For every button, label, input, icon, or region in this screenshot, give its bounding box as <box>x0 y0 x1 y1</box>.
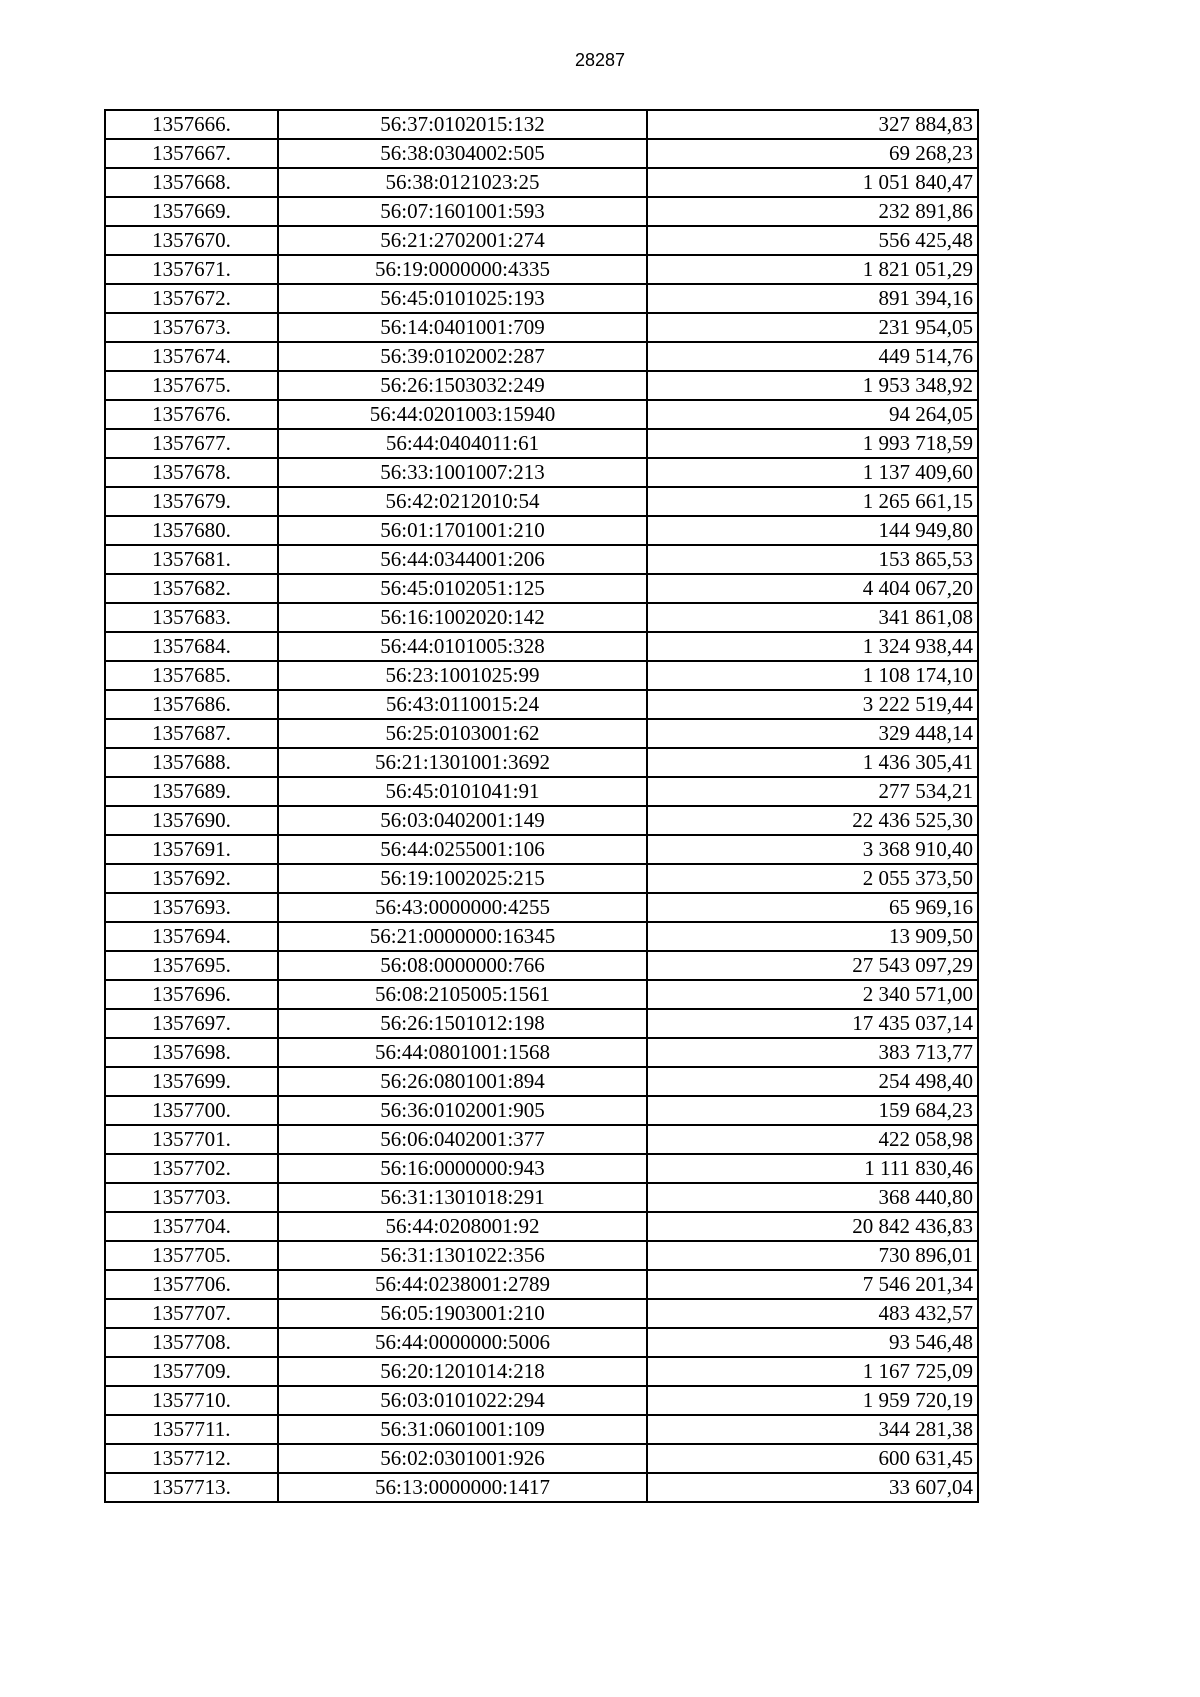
value-cell: 277 534,21 <box>647 777 978 806</box>
cadastral-number-cell: 56:31:0601001:109 <box>278 1415 647 1444</box>
table-row <box>105 255 978 284</box>
cadastral-number-cell: 56:23:1001025:99 <box>278 661 647 690</box>
table-row <box>105 516 978 545</box>
row-number-cell: 1357688. <box>105 748 278 777</box>
table-row <box>105 1241 978 1270</box>
cadastral-number-cell: 56:26:1503032:249 <box>278 371 647 400</box>
table-row <box>105 1386 978 1415</box>
table-row <box>105 400 978 429</box>
row-number-cell: 1357689. <box>105 777 278 806</box>
cadastral-number-cell: 56:08:0000000:766 <box>278 951 647 980</box>
cadastral-number-cell: 56:44:0201003:15940 <box>278 400 647 429</box>
cadastral-number-cell: 56:26:0801001:894 <box>278 1067 647 1096</box>
value-cell: 254 498,40 <box>647 1067 978 1096</box>
cadastral-number-cell: 56:07:1601001:593 <box>278 197 647 226</box>
value-cell: 1 051 840,47 <box>647 168 978 197</box>
value-cell: 1 137 409,60 <box>647 458 978 487</box>
cadastral-number-cell: 56:20:1201014:218 <box>278 1357 647 1386</box>
row-number-cell: 1357680. <box>105 516 278 545</box>
row-number-cell: 1357690. <box>105 806 278 835</box>
cadastral-number-cell: 56:16:0000000:943 <box>278 1154 647 1183</box>
table-row <box>105 1009 978 1038</box>
table-row <box>105 1067 978 1096</box>
row-number-cell: 1357687. <box>105 719 278 748</box>
value-cell: 329 448,14 <box>647 719 978 748</box>
table-row <box>105 1473 978 1502</box>
cadastral-number-cell: 56:08:2105005:1561 <box>278 980 647 1009</box>
table-row <box>105 342 978 371</box>
value-cell: 69 268,23 <box>647 139 978 168</box>
value-cell: 65 969,16 <box>647 893 978 922</box>
cadastral-number-cell: 56:43:0000000:4255 <box>278 893 647 922</box>
table-row <box>105 603 978 632</box>
value-cell: 1 108 174,10 <box>647 661 978 690</box>
table-row <box>105 574 978 603</box>
row-number-cell: 1357685. <box>105 661 278 690</box>
cadastral-number-cell: 56:44:0101005:328 <box>278 632 647 661</box>
value-cell: 1 959 720,19 <box>647 1386 978 1415</box>
table-row <box>105 545 978 574</box>
cadastral-number-cell: 56:43:0110015:24 <box>278 690 647 719</box>
row-number-cell: 1357712. <box>105 1444 278 1473</box>
table-row <box>105 719 978 748</box>
value-cell: 1 167 725,09 <box>647 1357 978 1386</box>
value-cell: 22 436 525,30 <box>647 806 978 835</box>
value-cell: 231 954,05 <box>647 313 978 342</box>
row-number-cell: 1357696. <box>105 980 278 1009</box>
table-row <box>105 139 978 168</box>
value-cell: 344 281,38 <box>647 1415 978 1444</box>
row-number-cell: 1357686. <box>105 690 278 719</box>
table-row <box>105 1415 978 1444</box>
cadastral-number-cell: 56:03:0101022:294 <box>278 1386 647 1415</box>
cadastral-number-cell: 56:44:0208001:92 <box>278 1212 647 1241</box>
table-row <box>105 1444 978 1473</box>
cadastral-number-cell: 56:21:1301001:3692 <box>278 748 647 777</box>
value-cell: 17 435 037,14 <box>647 1009 978 1038</box>
cadastral-number-cell: 56:45:0101025:193 <box>278 284 647 313</box>
cadastral-number-cell: 56:37:0102015:132 <box>278 110 647 139</box>
cadastral-number-cell: 56:31:1301018:291 <box>278 1183 647 1212</box>
table-row <box>105 1038 978 1067</box>
table-row <box>105 835 978 864</box>
value-cell: 3 368 910,40 <box>647 835 978 864</box>
row-number-cell: 1357666. <box>105 110 278 139</box>
table-row <box>105 1096 978 1125</box>
cadastral-number-cell: 56:13:0000000:1417 <box>278 1473 647 1502</box>
table-row <box>105 226 978 255</box>
row-number-cell: 1357671. <box>105 255 278 284</box>
value-cell: 2 340 571,00 <box>647 980 978 1009</box>
cadastral-number-cell: 56:31:1301022:356 <box>278 1241 647 1270</box>
row-number-cell: 1357700. <box>105 1096 278 1125</box>
value-cell: 383 713,77 <box>647 1038 978 1067</box>
cadastral-number-cell: 56:45:0102051:125 <box>278 574 647 603</box>
table-row <box>105 1154 978 1183</box>
value-cell: 556 425,48 <box>647 226 978 255</box>
row-number-cell: 1357677. <box>105 429 278 458</box>
row-number-cell: 1357676. <box>105 400 278 429</box>
row-number-cell: 1357675. <box>105 371 278 400</box>
row-number-cell: 1357705. <box>105 1241 278 1270</box>
cadastral-number-cell: 56:36:0102001:905 <box>278 1096 647 1125</box>
table-row <box>105 371 978 400</box>
table-row <box>105 980 978 1009</box>
value-cell: 1 993 718,59 <box>647 429 978 458</box>
row-number-cell: 1357710. <box>105 1386 278 1415</box>
row-number-cell: 1357707. <box>105 1299 278 1328</box>
row-number-cell: 1357703. <box>105 1183 278 1212</box>
registry-table-body <box>105 110 978 1502</box>
value-cell: 327 884,83 <box>647 110 978 139</box>
row-number-cell: 1357684. <box>105 632 278 661</box>
cadastral-number-cell: 56:21:0000000:16345 <box>278 922 647 951</box>
row-number-cell: 1357681. <box>105 545 278 574</box>
row-number-cell: 1357701. <box>105 1125 278 1154</box>
table-row <box>105 922 978 951</box>
table-row <box>105 168 978 197</box>
cadastral-number-cell: 56:44:0404011:61 <box>278 429 647 458</box>
value-cell: 3 222 519,44 <box>647 690 978 719</box>
table-row <box>105 1183 978 1212</box>
table-row <box>105 1125 978 1154</box>
row-number-cell: 1357709. <box>105 1357 278 1386</box>
cadastral-number-cell: 56:06:0402001:377 <box>278 1125 647 1154</box>
cadastral-number-cell: 56:01:1701001:210 <box>278 516 647 545</box>
table-row <box>105 748 978 777</box>
table-row <box>105 429 978 458</box>
value-cell: 159 684,23 <box>647 1096 978 1125</box>
row-number-cell: 1357692. <box>105 864 278 893</box>
row-number-cell: 1357668. <box>105 168 278 197</box>
table-row <box>105 661 978 690</box>
row-number-cell: 1357713. <box>105 1473 278 1502</box>
value-cell: 33 607,04 <box>647 1473 978 1502</box>
table-row <box>105 1299 978 1328</box>
value-cell: 93 546,48 <box>647 1328 978 1357</box>
cadastral-number-cell: 56:33:1001007:213 <box>278 458 647 487</box>
cadastral-number-cell: 56:44:0801001:1568 <box>278 1038 647 1067</box>
value-cell: 144 949,80 <box>647 516 978 545</box>
value-cell: 891 394,16 <box>647 284 978 313</box>
row-number-cell: 1357683. <box>105 603 278 632</box>
table-row <box>105 893 978 922</box>
table-row <box>105 1328 978 1357</box>
row-number-cell: 1357699. <box>105 1067 278 1096</box>
row-number-cell: 1357702. <box>105 1154 278 1183</box>
row-number-cell: 1357695. <box>105 951 278 980</box>
table-row <box>105 284 978 313</box>
value-cell: 483 432,57 <box>647 1299 978 1328</box>
table-row <box>105 313 978 342</box>
value-cell: 4 404 067,20 <box>647 574 978 603</box>
registry-table <box>104 109 979 1503</box>
table-row <box>105 458 978 487</box>
cadastral-number-cell: 56:16:1002020:142 <box>278 603 647 632</box>
cadastral-number-cell: 56:02:0301001:926 <box>278 1444 647 1473</box>
value-cell: 27 543 097,29 <box>647 951 978 980</box>
row-number-cell: 1357706. <box>105 1270 278 1299</box>
row-number-cell: 1357674. <box>105 342 278 371</box>
cadastral-number-cell: 56:14:0401001:709 <box>278 313 647 342</box>
row-number-cell: 1357670. <box>105 226 278 255</box>
cadastral-number-cell: 56:05:1903001:210 <box>278 1299 647 1328</box>
row-number-cell: 1357711. <box>105 1415 278 1444</box>
value-cell: 94 264,05 <box>647 400 978 429</box>
row-number-cell: 1357672. <box>105 284 278 313</box>
row-number-cell: 1357704. <box>105 1212 278 1241</box>
cadastral-number-cell: 56:21:2702001:274 <box>278 226 647 255</box>
value-cell: 422 058,98 <box>647 1125 978 1154</box>
value-cell: 1 265 661,15 <box>647 487 978 516</box>
cadastral-number-cell: 56:03:0402001:149 <box>278 806 647 835</box>
table-row <box>105 951 978 980</box>
row-number-cell: 1357698. <box>105 1038 278 1067</box>
value-cell: 2 055 373,50 <box>647 864 978 893</box>
row-number-cell: 1357673. <box>105 313 278 342</box>
value-cell: 730 896,01 <box>647 1241 978 1270</box>
cadastral-number-cell: 56:45:0101041:91 <box>278 777 647 806</box>
value-cell: 1 111 830,46 <box>647 1154 978 1183</box>
table-row <box>105 1212 978 1241</box>
table-row <box>105 197 978 226</box>
cadastral-number-cell: 56:26:1501012:198 <box>278 1009 647 1038</box>
table-row <box>105 690 978 719</box>
table-row <box>105 1270 978 1299</box>
row-number-cell: 1357691. <box>105 835 278 864</box>
row-number-cell: 1357693. <box>105 893 278 922</box>
value-cell: 449 514,76 <box>647 342 978 371</box>
row-number-cell: 1357694. <box>105 922 278 951</box>
table-row <box>105 1357 978 1386</box>
row-number-cell: 1357669. <box>105 197 278 226</box>
page-number: 28287 <box>574 50 626 70</box>
table-row <box>105 110 978 139</box>
table-row <box>105 487 978 516</box>
cadastral-number-cell: 56:44:0344001:206 <box>278 545 647 574</box>
value-cell: 1 436 305,41 <box>647 748 978 777</box>
cadastral-number-cell: 56:39:0102002:287 <box>278 342 647 371</box>
cadastral-number-cell: 56:44:0238001:2789 <box>278 1270 647 1299</box>
value-cell: 153 865,53 <box>647 545 978 574</box>
row-number-cell: 1357682. <box>105 574 278 603</box>
value-cell: 341 861,08 <box>647 603 978 632</box>
table-row <box>105 806 978 835</box>
row-number-cell: 1357679. <box>105 487 278 516</box>
cadastral-number-cell: 56:19:0000000:4335 <box>278 255 647 284</box>
cadastral-number-cell: 56:42:0212010:54 <box>278 487 647 516</box>
table-row <box>105 864 978 893</box>
table-row <box>105 632 978 661</box>
cadastral-number-cell: 56:44:0255001:106 <box>278 835 647 864</box>
value-cell: 1 953 348,92 <box>647 371 978 400</box>
cadastral-number-cell: 56:38:0121023:25 <box>278 168 647 197</box>
value-cell: 1 821 051,29 <box>647 255 978 284</box>
table-row <box>105 777 978 806</box>
value-cell: 600 631,45 <box>647 1444 978 1473</box>
cadastral-number-cell: 56:38:0304002:505 <box>278 139 647 168</box>
value-cell: 13 909,50 <box>647 922 978 951</box>
cadastral-number-cell: 56:25:0103001:62 <box>278 719 647 748</box>
value-cell: 20 842 436,83 <box>647 1212 978 1241</box>
row-number-cell: 1357667. <box>105 139 278 168</box>
value-cell: 368 440,80 <box>647 1183 978 1212</box>
cadastral-number-cell: 56:44:0000000:5006 <box>278 1328 647 1357</box>
cadastral-number-cell: 56:19:1002025:215 <box>278 864 647 893</box>
value-cell: 1 324 938,44 <box>647 632 978 661</box>
value-cell: 7 546 201,34 <box>647 1270 978 1299</box>
row-number-cell: 1357697. <box>105 1009 278 1038</box>
row-number-cell: 1357678. <box>105 458 278 487</box>
value-cell: 232 891,86 <box>647 197 978 226</box>
row-number-cell: 1357708. <box>105 1328 278 1357</box>
